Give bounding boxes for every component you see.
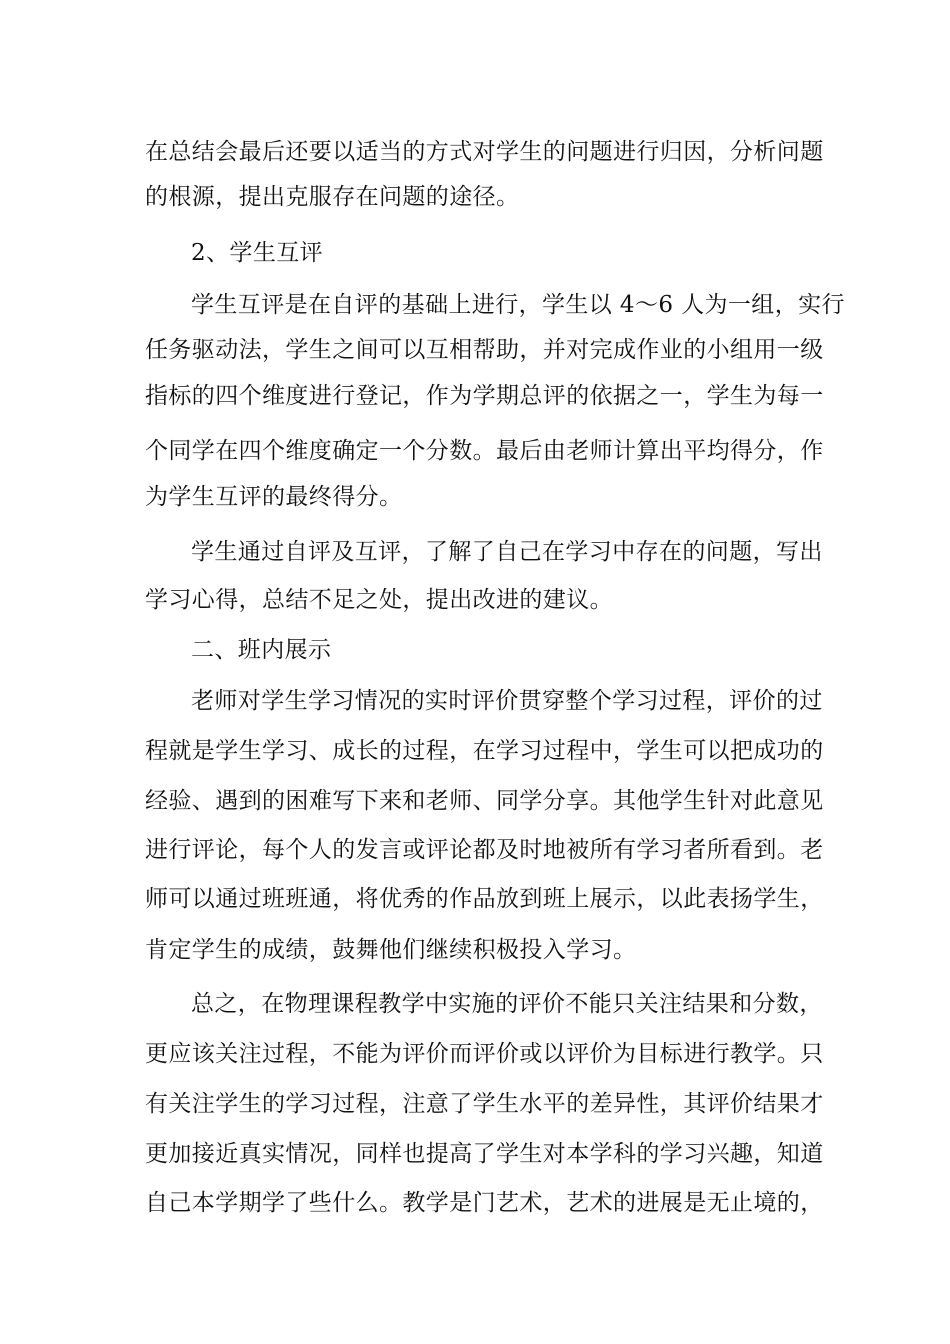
text-line: 肯定学生的成绩，鼓舞他们继续积极投入学习。 <box>145 937 637 963</box>
text-line: 任务驱动法，学生之间可以互相帮助，并对完成作业的小组用一级 <box>145 337 824 363</box>
text-line: 经验、遇到的困难写下来和老师、同学分享。其他学生针对此意见 <box>145 788 824 814</box>
text-line: 程就是学生学习、成长的过程，在学习过程中，学生可以把成功的 <box>145 738 824 764</box>
text-line: 在总结会最后还要以适当的方式对学生的问题进行归因，分析问题 <box>145 139 824 165</box>
text-line: 个同学在四个维度确定一个分数。最后由老师计算出平均得分，作 <box>145 438 824 464</box>
text-line: 更加接近真实情况，同样也提高了学生对本学科的学习兴趣，知道 <box>145 1141 824 1167</box>
text-line: 为学生互评的最终得分。 <box>145 484 403 510</box>
text-line: 总之，在物理课程教学中实施的评价不能只关注结果和分数， <box>191 991 823 1017</box>
text-line: 自己本学期学了些什么。教学是门艺术，艺术的进展是无止境的， <box>145 1190 824 1216</box>
text-line: 老师对学生学习情况的实时评价贯穿整个学习过程，评价的过 <box>191 688 823 714</box>
text-line: 学生互评是在自评的基础上进行，学生以 4～6 人为一组，实行 <box>191 292 845 318</box>
section-heading: 2、学生互评 <box>191 240 324 266</box>
text-line: 进行评论，每个人的发言或评论都及时地被所有学习者所看到。老 <box>145 837 824 863</box>
text-line: 指标的四个维度进行登记，作为学期总评的依据之一，学生为每一 <box>145 383 824 409</box>
text-line: 的根源，提出克服存在问题的途径。 <box>145 184 520 210</box>
text-line: 有关注学生的学习过程，注意了学生水平的差异性，其评价结果才 <box>145 1091 824 1117</box>
text-line: 师可以通过班班通，将优秀的作品放到班上展示，以此表扬学生， <box>145 886 824 912</box>
section-heading: 二、班内展示 <box>191 637 332 663</box>
text-line: 更应该关注过程，不能为评价而评价或以评价为目标进行教学。只 <box>145 1041 824 1067</box>
text-line: 学习心得，总结不足之处，提出改进的建议。 <box>145 587 613 613</box>
text-line: 学生通过自评及互评，了解了自己在学习中存在的问题，写出 <box>191 539 823 565</box>
